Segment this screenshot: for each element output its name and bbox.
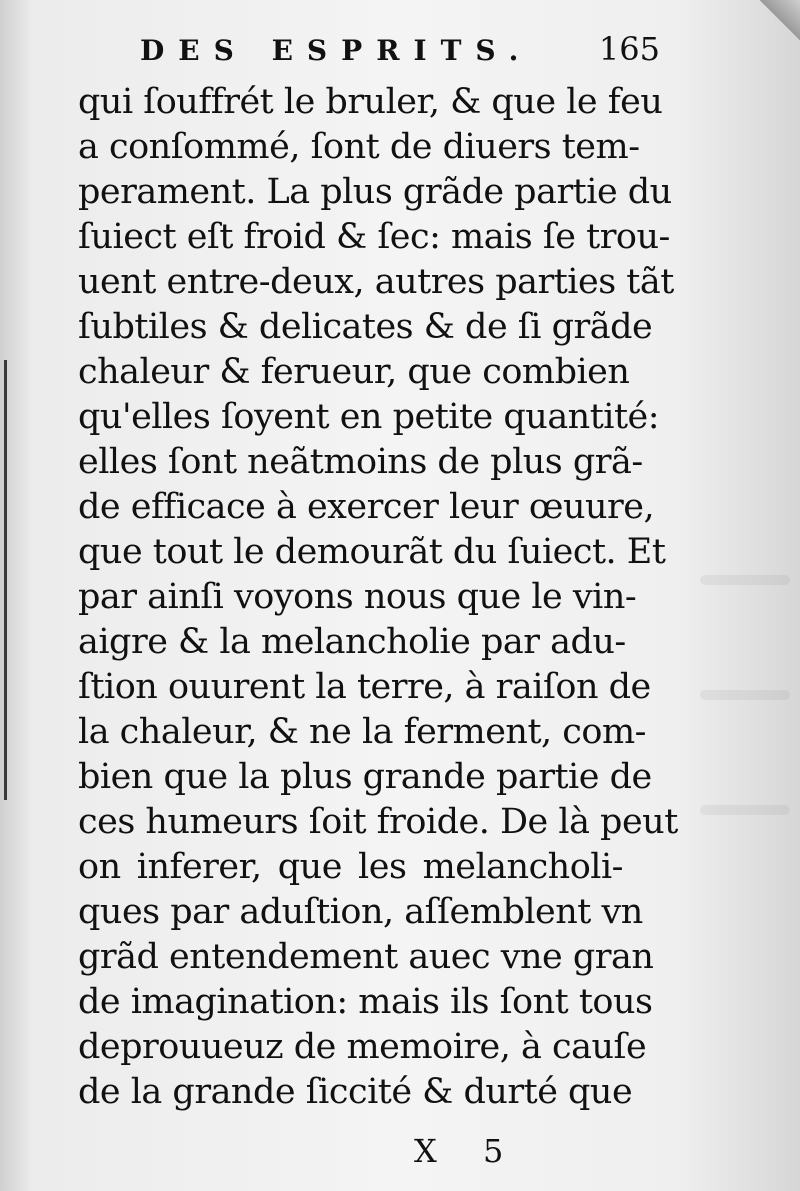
text-line: ſuiect eſt froid & ſec: mais ſe trou- (78, 217, 670, 257)
text-line: qu'elles ſoyent en petite quantité: (78, 397, 660, 437)
text-line: de efficace à exercer leur œuure, (78, 487, 655, 527)
text-line: bien que la plus grande partie de (78, 757, 652, 797)
binding-edge-rule (4, 360, 7, 800)
text-line: que tout le demourãt du ſuiect. Et (78, 532, 666, 572)
bleed-through-mark (700, 575, 790, 585)
text-line: de imagination: mais ils ſont tous (78, 982, 653, 1022)
text-line: ques par aduſtion, aſſemblent vn (78, 892, 643, 932)
text-line: chaleur & ferueur, que combien (78, 352, 630, 392)
text-line: de la grande ſiccité & durté que (78, 1072, 633, 1112)
bleed-through-mark (700, 805, 790, 815)
text-line: par ainſi voyons nous que le vin- (78, 577, 637, 617)
text-line: uent entre-deux, autres parties tãt (78, 262, 674, 302)
text-line: la chaleur, & ne la ferment, com- (78, 712, 646, 752)
text-line: grãd entendement auec vne gran (78, 937, 654, 977)
text-line: aigre & la melancholie par adu- (78, 622, 626, 662)
text-line: ſubtiles & delicates & de ſi grãde (78, 307, 653, 347)
text-line: ſtion ouurent la terre, à raiſon de (78, 667, 651, 707)
page-number: 165 (598, 30, 660, 68)
text-line: on inferer, que les melancholi- (78, 847, 623, 887)
text-line: a conſommé, ſont de diuers tem- (78, 127, 640, 167)
text-line: deprouueuz de memoire, à cauſe (78, 1027, 647, 1067)
text-line: qui ſouffrét le bruler, & que le feu (78, 82, 663, 122)
signature-mark: X 5 (414, 1132, 522, 1170)
text-line: perament. La plus grãde partie du (78, 172, 672, 212)
running-title: DES ESPRITS. (140, 34, 533, 67)
text-line: ces humeurs ſoit froide. De là peut (78, 802, 678, 842)
page-header (140, 30, 660, 70)
bleed-through-mark (700, 690, 790, 700)
page-corner (760, 0, 800, 40)
text-line: elles ſont neãtmoins de plus grã- (78, 442, 643, 482)
body-text (78, 80, 678, 1115)
